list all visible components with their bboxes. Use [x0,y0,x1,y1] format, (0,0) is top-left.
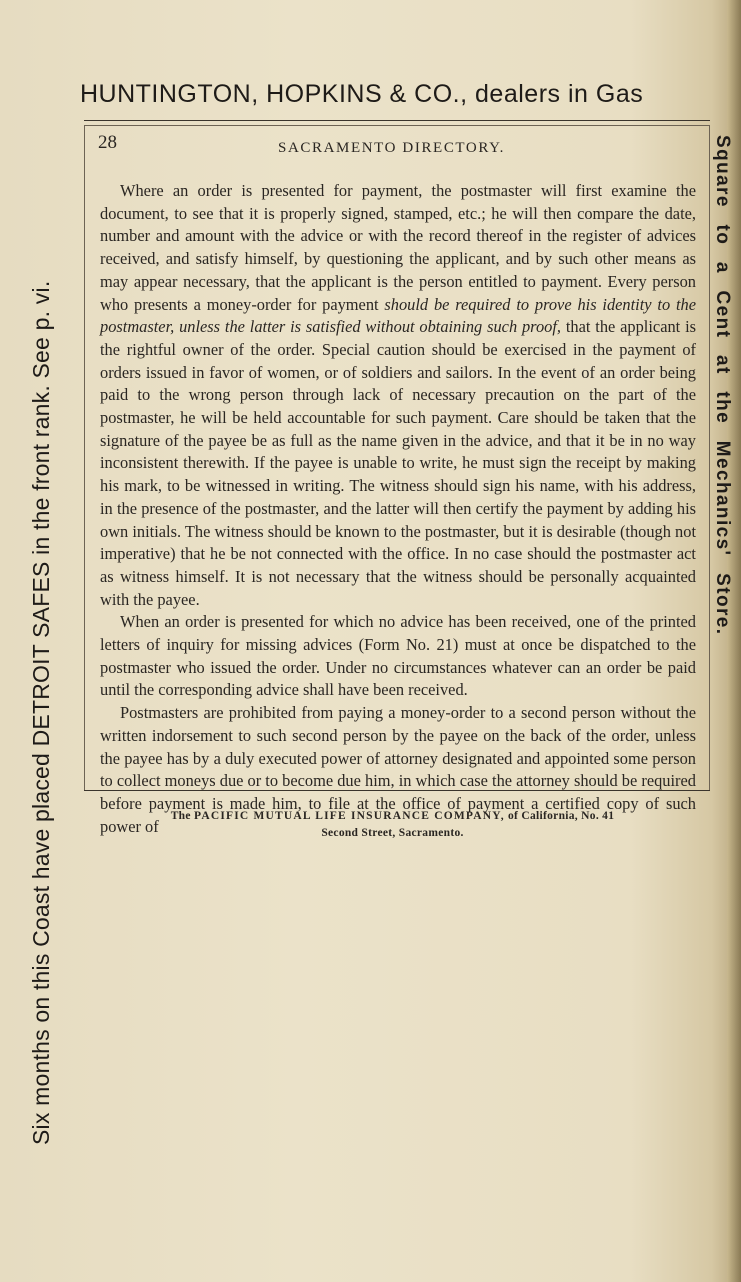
top-advertisement [80,80,720,109]
paragraph-3: Postmasters are prohibited from paying a money-order to a second person without the written indorsement to such second person by the payee on the back of the order, unless the payee has by a duly executed power of attorney designated and appointed some person to collect moneys due or to become due him, in which case the attorney should be required before payment is made him, to file at the office of payment a certified copy of such power of [100,703,696,836]
page-number: 28 [98,132,117,153]
paragraph-1 [100,180,696,611]
paragraph-2: When an order is presented for which no advice has been received, one of the printed letters of inquiry for missing advices (Form No. 21) must at once be dispatched to the postmaster who issued the order. Under no circumstances whatever can an order be paid until the corresponding advice shall have been received. [100,612,696,700]
left-margin-advertisement: Six months on this Coast have placed DETROIT SAFES in the front rank. See p. vi. [28,280,54,1145]
footer-company: PACIFIC MUTUAL LIFE INSURANCE COMPANY, [193,810,505,822]
footer-advertisement [80,808,705,842]
footer-line-1 [80,808,705,825]
running-header [98,132,698,160]
paragraph-1-part-a: Where an order is presented for payment, the postmaster will first examine the document, to see that it is properly signed, stamped, etc.; he will then compare the date, number and amount with the advice or with the record thereof in the register of advices received, and satisfy himself, by questioning the applicant, and by such other means as may appear necessary, that the applicant is the person entitled to payment. Every person who presents a money-order for payment [100,181,696,314]
running-title: SACRAMENTO DIRECTORY. [278,140,505,156]
right-margin-advertisement: Square to a Cent at the Mechanics' Store. [712,135,733,636]
footer-suffix: of California, No. 41 [504,810,615,822]
frame-right-rule [709,125,710,791]
body-text [100,180,696,838]
top-ad-rest: dealers in Gas [467,80,644,108]
frame-left-rule [84,125,85,791]
paragraph-1-italic: should be required to prove his identity to the postmaster, unless the latter is satisfied without obtaining such proof, [100,294,696,337]
paragraph-1-part-b: that the applicant is the rightful owner of the order. Special caution should be exercised in the payment of orders issued in favor of women, or of soldiers and sailors. In the event of an order being paid to the wrong person through lack of necessary precaution on the part of the postmaster, he will be held accountable for such payment. Care should be taken that the signature of the payee be as full as the name given in the advice, and that it be in no way inconsistent therewith. If the payee is unable to write, he must sign the receipt by making his mark, to be witnessed in writing. The witness should sign his name, with his address, in the presence of the postmaster, and the latter will then certify the payment by adding his own initials. The witness should be known to the postmaster, but it is desirable (though not imperative) that he be not connected with the office. In no case should the postmaster act as witness himself. It is not necessary that the witness should be personally acquainted with the payee. [100,317,696,609]
frame-top-rule [84,125,710,126]
footer-prefix: The [170,810,194,822]
top-ad-company: HUNTINGTON, HOPKINS & CO., [80,80,468,108]
footer-line-2: Second Street, Sacramento. [321,827,464,839]
